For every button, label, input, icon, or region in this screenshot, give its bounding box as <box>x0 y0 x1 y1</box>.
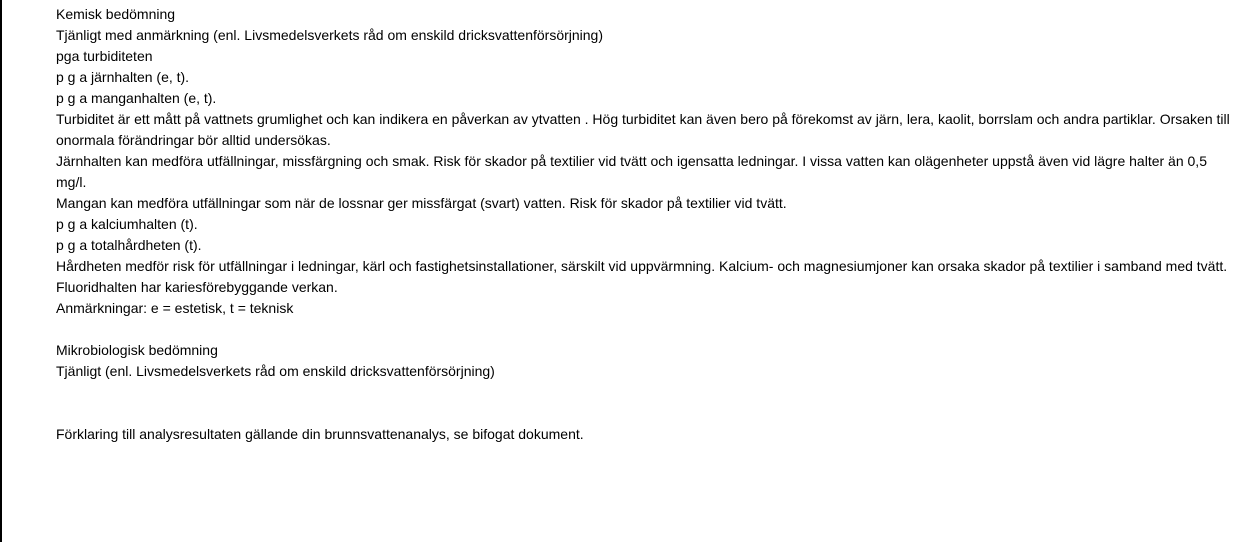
fluoride-note: Fluoridhalten har kariesförebyggande verkan. <box>56 279 338 295</box>
chemical-verdict: Tjänligt med anmärkning (enl. Livsmedelsverkets råd om enskild dricksvattenförsörjning) <box>56 27 604 43</box>
reason-turbidity: pga turbiditeten <box>56 48 153 64</box>
microbiological-verdict: Tjänligt (enl. Livsmedelsverkets råd om enskild dricksvattenförsörjning) <box>56 363 495 379</box>
remarks-legend: Anmärkningar: e = estetisk, t = teknisk <box>56 300 294 316</box>
reason-calcium: p g a kalciumhalten (t). <box>56 216 198 232</box>
reason-hardness: p g a totalhårdheten (t). <box>56 237 202 253</box>
microbiological-heading: Mikrobiologisk bedömning <box>56 342 218 358</box>
manganese-note: Mangan kan medföra utfällningar som när de lossnar ger missfärgat (svart) vatten. Risk för skador på textilier vid tvätt. <box>56 195 787 211</box>
analysis-explanation: Förklaring till analysresultaten gällande din brunnsvattenanalys, se bifogat dokument. <box>56 426 584 442</box>
reason-manganese: p g a manganhalten (e, t). <box>56 90 217 106</box>
hardness-note: Hårdheten medför risk för utfällningar i ledningar, kärl och fastighetsinstallationer, särskilt vid uppvärmning. Kalcium- och magnesiumjoner kan orsaka skador på textilier i samband med tvätt. <box>56 258 1228 274</box>
footer-divider <box>56 382 1236 424</box>
assessment-document <box>56 4 1236 445</box>
chemical-heading: Kemisk bedömning <box>56 6 176 22</box>
section-divider <box>56 319 1236 340</box>
reason-iron: p g a järnhalten (e, t). <box>56 69 190 85</box>
iron-note: Järnhalten kan medföra utfällningar, missfärgning och smak. Risk för skador på textilier vid tvätt och igensatta ledningar. I vissa vatten kan olägenheter uppstå även vid lägre halter än 0,5 mg/l. <box>56 153 1207 190</box>
turbidity-note: Turbiditet är ett mått på vattnets grumlighet och kan indikera en påverkan av ytvatten . Hög turbiditet kan även bero på förekomst av järn, lera, kaolit, borrslam och andra partiklar. Orsaken till onormala förändringar bör alltid undersökas. <box>56 111 1230 148</box>
